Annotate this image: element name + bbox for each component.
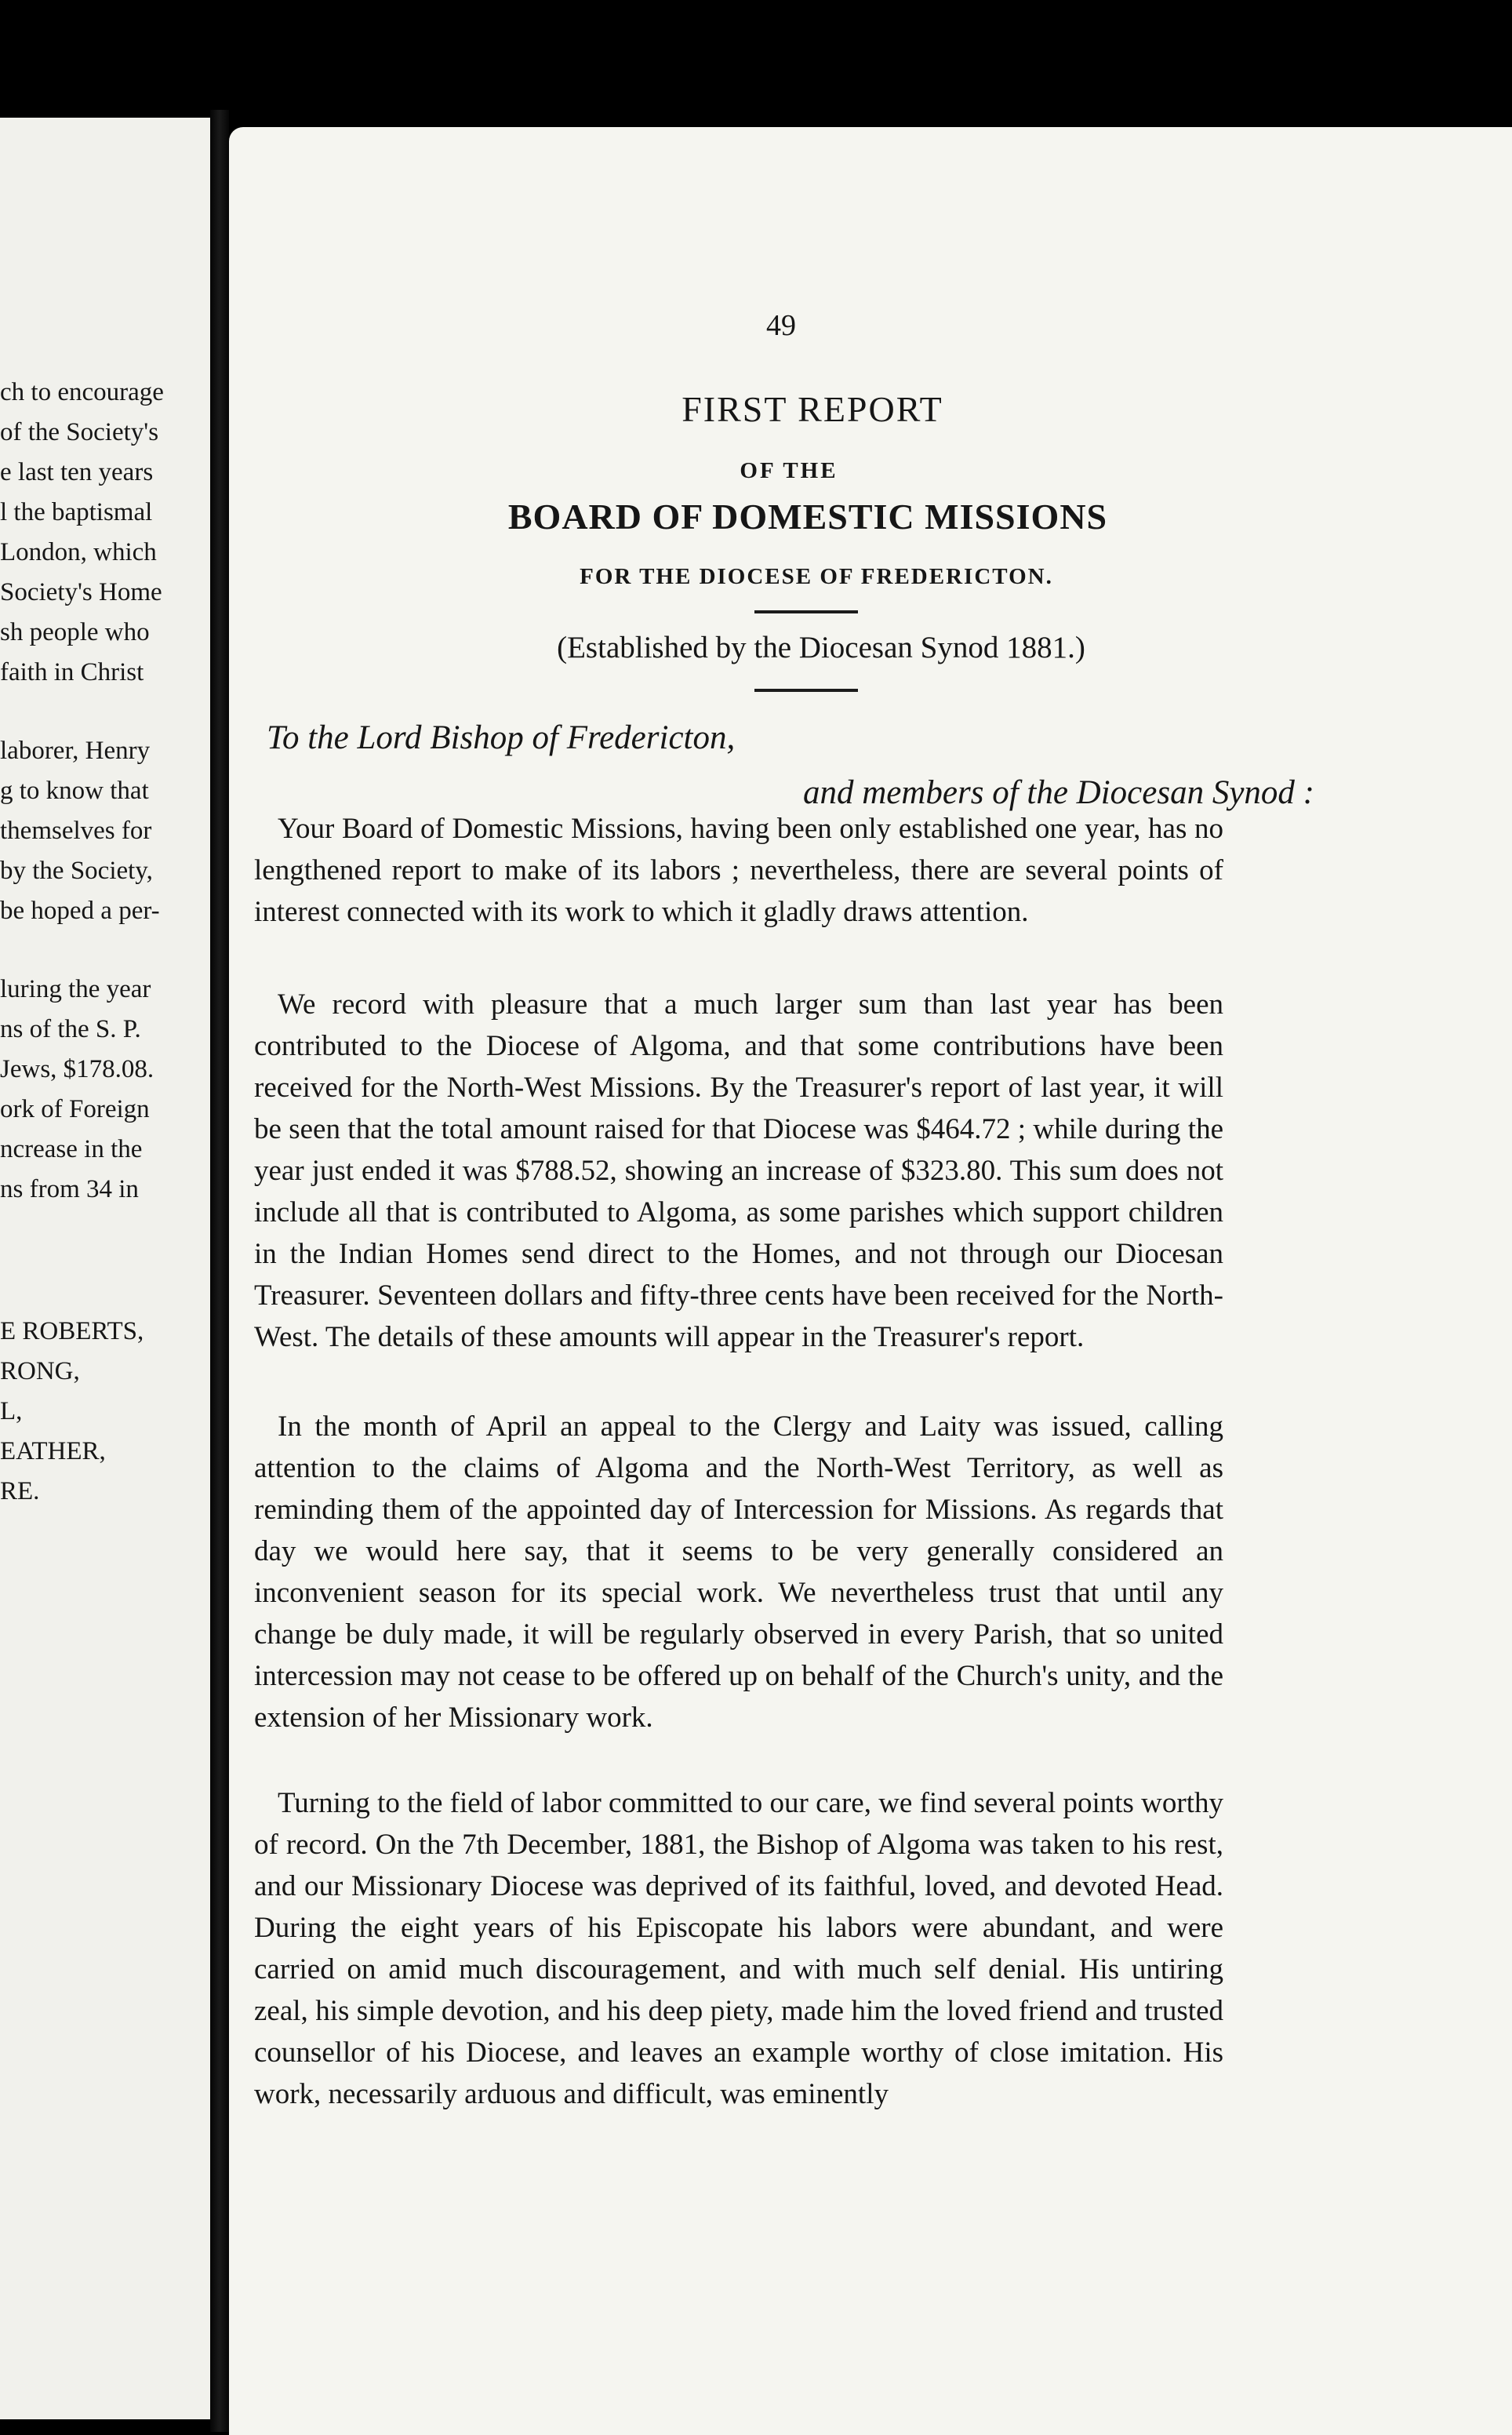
left-page-line: ch to encourage	[0, 378, 164, 406]
book-spine-shadow	[210, 110, 229, 2432]
paragraph-4: Turning to the field of labor committed to our care, we find several points worthy of record. On the 7th December, 1881, the Bishop of Algoma was taken to his rest, and our Missionary Diocese was deprived of its faithful, loved, and devoted Head. During the eight years of his Episcopate his labors were abundant, and were carried on amid much discouragement, and with much self denial. His untiring zeal, his simple devotion, and his deep piety, made him the loved friend and trusted counsellor of his Diocese, and leaves an example worthy of close imitation. His work, necessarily arduous and difficult, was eminently	[254, 1787, 1224, 2110]
left-page-line: EATHER,	[0, 1437, 106, 1465]
left-page-line: ns from 34 in	[0, 1175, 139, 1203]
left-page-line: be hoped a per-	[0, 897, 160, 925]
left-page-line: RONG,	[0, 1357, 80, 1385]
left-page-line: of the Society's	[0, 418, 159, 446]
left-page-line: l the baptismal	[0, 498, 153, 526]
left-page-line: E ROBERTS,	[0, 1317, 144, 1345]
left-facing-page	[0, 118, 210, 2419]
paragraph-1: Your Board of Domestic Missions, having been only established one year, has no lengthened report to make of its labors ; nevertheless, there are several points of interest connected with its work to which it gladly draws attention.	[254, 813, 1223, 928]
left-page-line: ns of the S. P.	[0, 1015, 141, 1043]
left-page-line: Society's Home	[0, 578, 162, 606]
left-page-line: laborer, Henry	[0, 737, 151, 765]
diocese-subtitle: FOR THE DIOCESE OF FREDERICTON.	[580, 564, 1053, 589]
left-page-line: e last ten years	[0, 458, 154, 486]
report-title: FIRST REPORT	[681, 389, 943, 429]
paragraph-3: In the month of April an appeal to the Clergy and Laity was issued, calling attention to the claims of Algoma and the North-West Territory, as well as reminding them of the appointed day of Intercession for Missions. As regards that day we would here say, that it seems to be very generally considered an inconvenient season for its special work. We nevertheless trust that until any change be duly made, it will be regularly observed in every Parish, that so united intercession may not cease to be offered up on behalf of the Church's unity, and the extension of her Missionary work.	[254, 1410, 1223, 1734]
left-page-line: L,	[0, 1397, 23, 1425]
left-page-line: faith in Christ	[0, 658, 144, 686]
left-page-line: ncrease in the	[0, 1135, 143, 1163]
board-title: BOARD OF DOMESTIC MISSIONS	[507, 497, 1108, 537]
main-page	[229, 127, 1512, 2435]
paragraph-2: We record with pleasure that a much larger sum than last year has been contributed to the Diocese of Algoma, and that some contributions have been received for the North-West Missions. By the Treasurer's report of last year, it will be seen that the total amount raised for that Diocese was $464.72 ; while during the year just ended it was $788.52, showing an increase of $323.80. This sum does not include all that is contributed to Algoma, as some parishes which support children in the Indian Homes send direct to the Homes, and not through our Diocesan Treasurer. Seventeen dollars and fifty-three cents have been received for the North-West. The details of these amounts will appear in the Treasurer's report.	[254, 988, 1223, 1353]
left-page-line: ork of Foreign	[0, 1095, 150, 1123]
salutation-line-1: To the Lord Bishop of Fredericton,	[267, 719, 736, 756]
left-page-line: luring the year	[0, 975, 151, 1003]
report-body	[229, 127, 1512, 2435]
page-number: 49	[766, 309, 796, 342]
left-page-line: Jews, $178.08.	[0, 1055, 154, 1083]
left-page-line: g to know that	[0, 777, 149, 805]
established-note: (Established by the Diocesan Synod 1881.)	[557, 631, 1085, 664]
left-page-line: London, which	[0, 538, 157, 566]
left-page-line: RE.	[0, 1477, 40, 1505]
left-page-line: by the Society,	[0, 857, 153, 885]
left-page-line: themselves for	[0, 817, 152, 845]
left-page-line: sh people who	[0, 618, 150, 646]
report-title-of-the: OF THE	[740, 458, 838, 483]
salutation-line-2: and members of the Diocesan Synod :	[802, 774, 1314, 811]
